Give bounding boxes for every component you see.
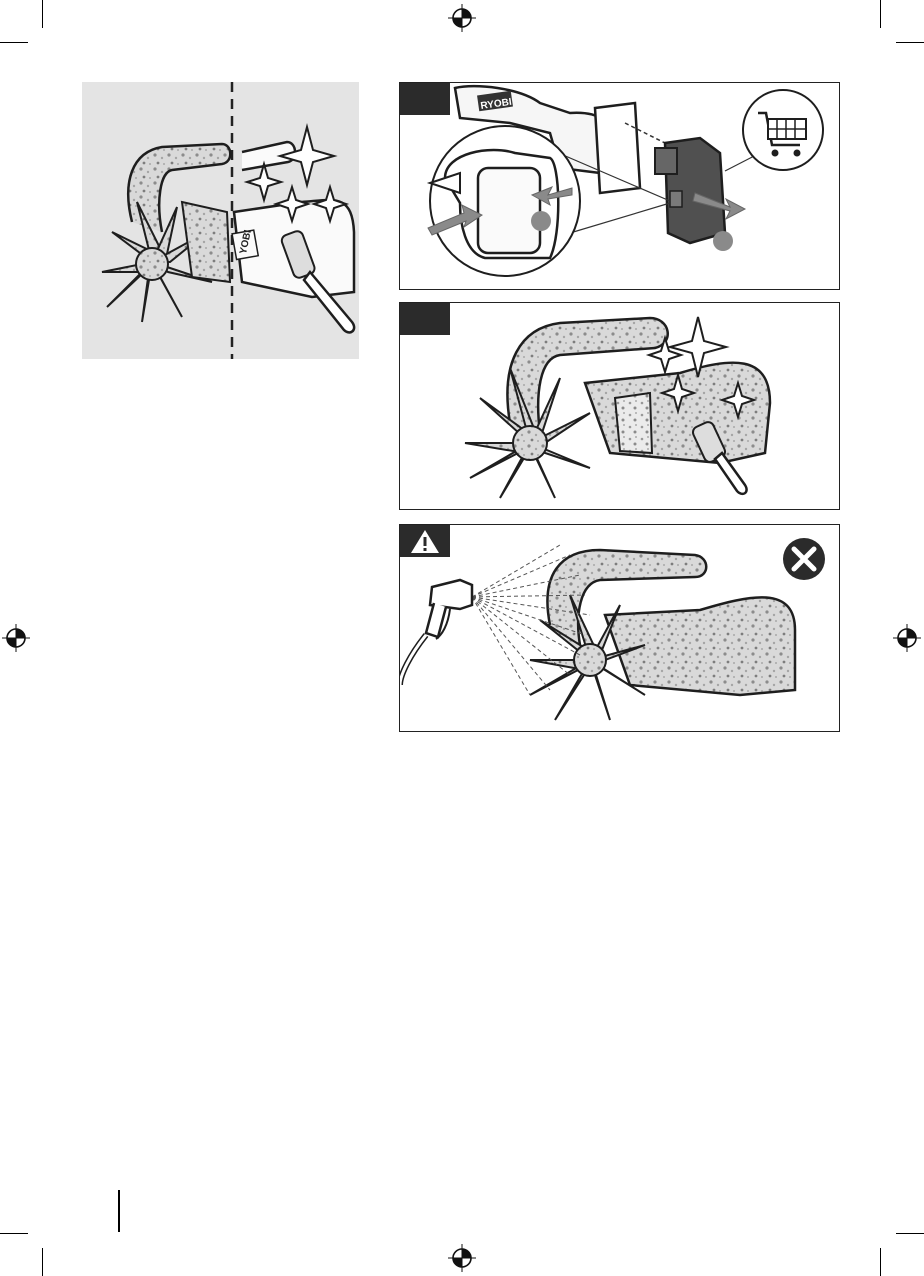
- brush-cleaning-panel: [399, 302, 840, 510]
- shopping-cart-icon: [725, 90, 823, 171]
- hose-nozzle-icon: [400, 580, 472, 685]
- no-water-panel: [399, 524, 840, 732]
- registration-mark-icon: [2, 624, 30, 652]
- battery-pack: [655, 138, 725, 243]
- registration-mark-icon: [448, 4, 476, 32]
- prohibited-x-icon: [783, 538, 825, 580]
- registration-mark-icon: [893, 624, 921, 652]
- brand-label: YOBI: [238, 229, 254, 256]
- before-after-cleaning-panel: [82, 82, 359, 359]
- battery-removal-panel: [399, 82, 840, 290]
- brand-label: RYOBI: [479, 96, 513, 113]
- registration-mark-icon: [448, 1244, 476, 1272]
